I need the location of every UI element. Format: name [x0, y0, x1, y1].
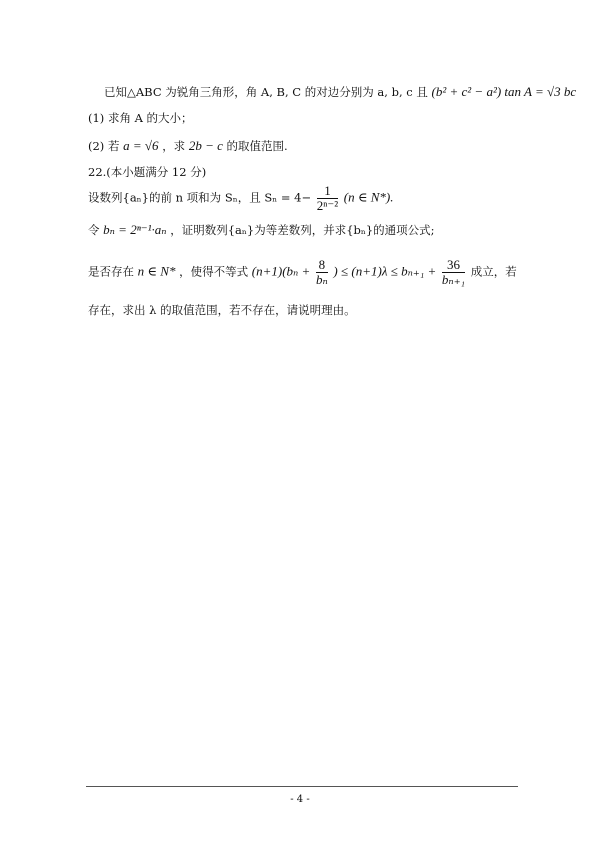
line3-fraction-2: [442, 258, 465, 287]
part2-suffix: 的取值范围.: [226, 139, 288, 153]
problem22-line4: [88, 302, 356, 318]
problem21-formula: (b² + c² − a²) tan A = √3 bc: [431, 84, 577, 99]
line3-frac2-num: 36: [442, 258, 465, 273]
line3-mid: ，使得不等式: [179, 264, 249, 279]
line3-suffix: 成立，若: [470, 264, 517, 279]
line3-cond: n ∈ N*: [137, 263, 176, 279]
line1-fraction: [317, 184, 338, 213]
problem22-line2: [88, 222, 435, 238]
line3-fraction-1: [316, 258, 328, 287]
line3-frac1-den: bₙ: [315, 272, 328, 287]
line3-right: ) ≤ (n+1)λ ≤ bₙ₊₁ +: [333, 263, 437, 279]
problem21-part2: [88, 138, 288, 154]
line4-text: 存在，求出 λ 的取值范围，若不存在，请说明理由。: [88, 303, 356, 317]
problem22-header: [88, 164, 206, 180]
part2-formula: a = √6: [123, 138, 159, 153]
problem22-header-text: 22.(本小题满分 12 分): [88, 165, 207, 179]
line3-prefix: 是否存在: [88, 264, 134, 279]
part2-prefix: (2) 若: [88, 139, 120, 153]
problem21-part1-text: (1) 求角 A 的大小；: [88, 111, 193, 125]
line2-formula: bₙ = 2ⁿ⁻¹·aₙ: [103, 222, 167, 237]
part2-mid: ，求: [162, 139, 186, 153]
part2-expr: 2b − c: [188, 138, 223, 153]
page-number: - 4 -: [290, 794, 310, 805]
line3-frac1-num: 8: [316, 258, 328, 273]
problem21-intro-text: 已知△ABC 为锐角三角形，角 A, B, C 的对边分别为 a, b, c 且: [104, 85, 428, 99]
problem22-line1: [88, 184, 393, 213]
line1-frac-num: 1: [317, 184, 338, 199]
line2-prefix: 令: [88, 223, 100, 237]
line1-frac-den: 2ⁿ⁻²: [316, 198, 339, 213]
problem21-part1: [88, 110, 193, 126]
line2-text: ，证明数列{aₙ}为等差数列，并求{bₙ}的通项公式;: [170, 223, 435, 237]
problem21-intro: [104, 84, 576, 100]
line3-left: (n+1)(bₙ +: [251, 263, 311, 279]
line1-cond: (n ∈ N*).: [343, 189, 394, 205]
line3-frac2-den: bₙ₊₁: [441, 272, 466, 287]
footer-divider: [86, 786, 518, 787]
problem22-line3: [88, 258, 517, 287]
line1-text: 设数列{aₙ}的前 n 项和为 Sₙ，且 Sₙ = 4−: [88, 190, 312, 205]
